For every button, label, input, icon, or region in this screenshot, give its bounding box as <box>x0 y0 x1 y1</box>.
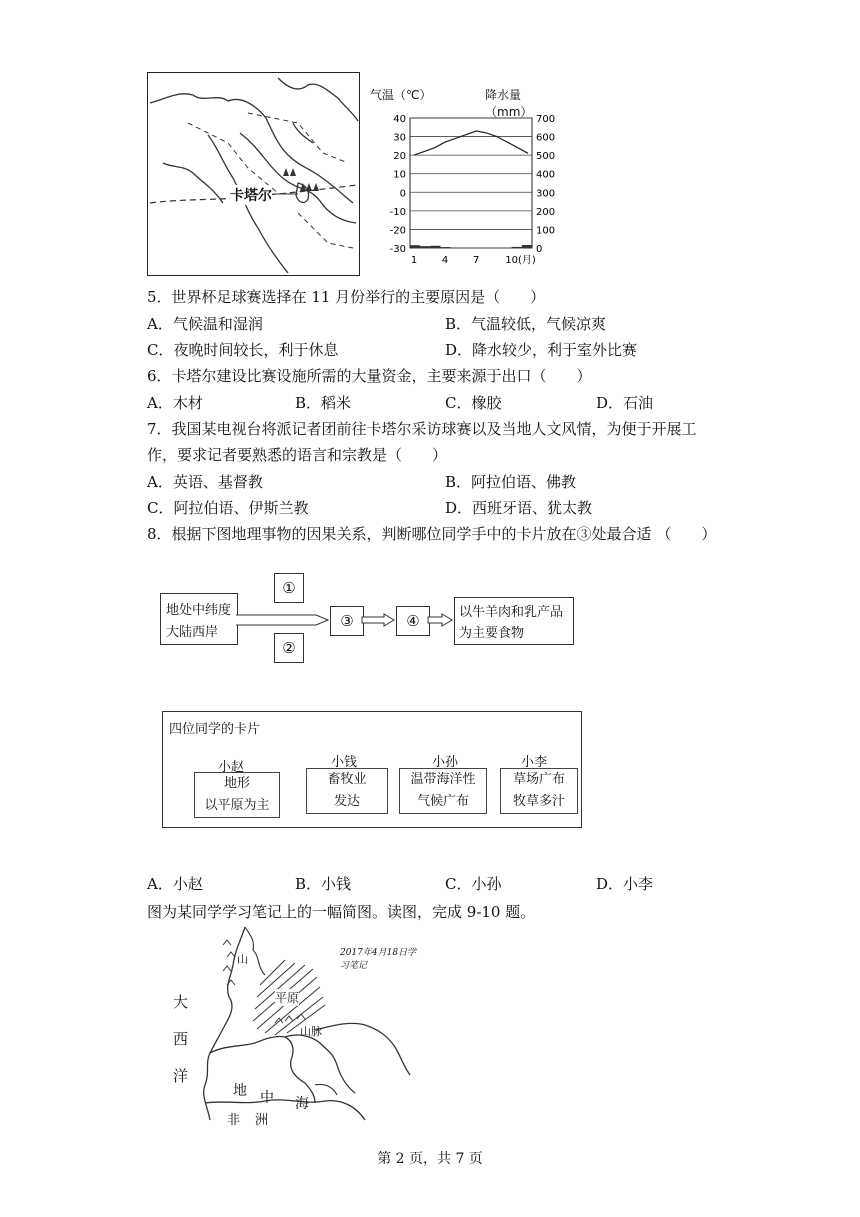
precip-bar <box>512 247 522 248</box>
q8-option-b[interactable]: B．小钱 <box>295 875 352 893</box>
precip-bar <box>430 246 440 248</box>
q8-option-a[interactable]: A．小赵 <box>147 875 203 893</box>
card-name-li: 小李 <box>521 755 548 770</box>
flow-node-1 <box>274 573 304 603</box>
middle-east-map <box>147 72 360 276</box>
card-li-line1: 草场广布 <box>512 772 565 787</box>
flow-node-2-label: ② <box>282 639 296 657</box>
sketch-mountain-left-label: 山 <box>237 953 248 966</box>
card-li-line2: 牧草多汁 <box>512 794 565 809</box>
sketch-map <box>165 925 425 1130</box>
flow-arrows <box>236 606 456 636</box>
question-6-stem: 6．卡塔尔建设比赛设施所需的大量资金，主要来源于出口（ ） <box>147 367 592 385</box>
precip-tick-label: 100 <box>536 225 556 237</box>
flow-node-2 <box>274 633 304 663</box>
sketch-africa-char-2: 洲 <box>255 1113 269 1128</box>
flow-end-line2: 为主要食物 <box>459 626 525 641</box>
question-8-stem: 8．根据下图地理事物的因果关系，判断哪位同学手中的卡片放在③处最合适 （ ） <box>147 525 717 543</box>
q5-option-a[interactable]: A．气候温和湿润 <box>147 315 263 333</box>
precip-tick-label: 300 <box>536 188 556 200</box>
cards-title: 四位同学的卡片 <box>169 722 261 737</box>
flow-end-box <box>454 597 574 645</box>
sketch-ocean-char-1: 大 <box>173 993 189 1011</box>
card-sun[interactable] <box>399 768 487 814</box>
temp-tick-label: 20 <box>393 151 406 163</box>
card-li[interactable] <box>500 768 578 814</box>
climate-chart-plot <box>370 84 562 272</box>
sketch-mountain-right-label: 山脉 <box>300 1025 322 1038</box>
month-tick-label: 1 <box>410 255 418 266</box>
flow-end-line1: 以牛羊肉和乳产品 <box>459 605 564 620</box>
page-footer: 第 2 页，共 7 页 <box>377 1151 483 1167</box>
flow-node-1-label: ① <box>282 579 296 597</box>
temp-tick-label: -20 <box>389 225 406 237</box>
card-zhao-line2: 以平原为主 <box>204 798 270 813</box>
temp-tick-label: 0 <box>399 188 406 200</box>
temp-tick-label: 40 <box>393 114 406 125</box>
q6-option-c[interactable]: C．橡胶 <box>445 394 502 412</box>
temperature-line <box>414 131 528 155</box>
card-zhao-line1: 地形 <box>223 776 250 791</box>
temp-tick-label: -10 <box>389 206 406 218</box>
precip-axis-title: 降水量（mm） <box>485 88 533 119</box>
flow-start-line2: 大陆西岸 <box>166 625 219 640</box>
precip-bar <box>522 245 532 248</box>
sketch-sea-char-1: 地 <box>233 1083 247 1099</box>
q5-option-d[interactable]: D．降水较少，利于室外比赛 <box>445 341 638 359</box>
q5-option-b[interactable]: B．气温较低，气候凉爽 <box>445 315 607 333</box>
sketch-ocean-char-2: 西 <box>173 1030 189 1048</box>
qatar-label: 卡塔尔 <box>230 185 272 205</box>
flow-start-box <box>160 593 238 645</box>
month-tick-label: 4 <box>441 255 449 266</box>
precip-tick-label: 700 <box>536 114 556 125</box>
q7-option-a[interactable]: A．英语、基督教 <box>147 473 263 491</box>
precip-bar <box>410 245 420 248</box>
sketch-sea-char-3: 海 <box>295 1096 309 1112</box>
precip-bar <box>441 247 451 248</box>
temp-tick-label: 30 <box>393 132 406 144</box>
sketch-sea-char-2: 中 <box>260 1090 274 1106</box>
question-7-stem-line1: 7．我国某电视台将派记者团前往卡塔尔采访球赛以及当地人文风情，为便于开展工 <box>147 420 697 438</box>
q7-option-c[interactable]: C．阿拉伯语、伊斯兰教 <box>147 499 309 517</box>
sketch-ocean-char-3: 洋 <box>173 1067 189 1085</box>
precip-tick-label: 500 <box>536 151 556 163</box>
q8-option-d[interactable]: D．小李 <box>596 875 654 893</box>
card-qian-line1: 畜牧业 <box>327 772 367 787</box>
q6-option-a[interactable]: A．木材 <box>147 394 203 412</box>
card-qian-line2: 发达 <box>333 794 360 809</box>
card-name-qian: 小钱 <box>331 755 358 770</box>
question-7-stem-line2: 作，要求记者要熟悉的语言和宗教是（ ） <box>147 446 448 464</box>
sketch-plain-label: 平原 <box>275 991 300 1005</box>
flow-node-4-label: ④ <box>406 612 420 630</box>
month-tick-label: 10(月) <box>505 255 536 266</box>
q8-option-c[interactable]: C．小孙 <box>445 875 502 893</box>
q5-option-c[interactable]: C．夜晚时间较长，利于休息 <box>147 341 339 359</box>
temp-axis-title: 气温（℃） <box>370 88 432 102</box>
card-name-zhao: 小赵 <box>218 760 245 775</box>
card-qian[interactable] <box>306 768 388 814</box>
card-sun-line1: 温带海洋性 <box>410 772 476 787</box>
card-name-sun: 小孙 <box>432 755 459 770</box>
precip-tick-label: 600 <box>536 132 556 144</box>
intro-9-10: 图为某同学学习笔记上的一幅简图。读图，完成 9-10 题。 <box>147 903 536 921</box>
flow-start-line1: 地处中纬度 <box>166 603 232 618</box>
q7-option-b[interactable]: B．阿拉伯语、佛教 <box>445 473 577 491</box>
q6-option-b[interactable]: B．稻米 <box>295 394 352 412</box>
flow-node-3-label: ③ <box>340 612 354 630</box>
precip-tick-label: 200 <box>536 206 556 218</box>
climate-chart <box>370 84 562 272</box>
plot-frame <box>410 118 532 248</box>
q7-option-d[interactable]: D．西班牙语、犹太教 <box>445 499 593 517</box>
month-tick-label: 7 <box>472 255 480 266</box>
card-zhao[interactable] <box>194 772 280 818</box>
precip-bar <box>420 246 430 248</box>
q6-option-d[interactable]: D．石油 <box>596 394 654 412</box>
sketch-note: 2017年4月18日学习笔记 <box>340 948 417 971</box>
precip-tick-label: 0 <box>536 244 543 255</box>
middle-east-map-drawing <box>148 73 359 275</box>
precip-tick-label: 400 <box>536 169 556 181</box>
question-5-stem: 5．世界杯足球赛选择在 11 月份举行的主要原因是（ ） <box>147 288 546 306</box>
temp-tick-label: -30 <box>389 244 406 255</box>
card-sun-line2: 气候广布 <box>416 794 469 809</box>
temp-tick-label: 10 <box>393 169 406 181</box>
sketch-africa-char-1: 非 <box>227 1113 241 1128</box>
